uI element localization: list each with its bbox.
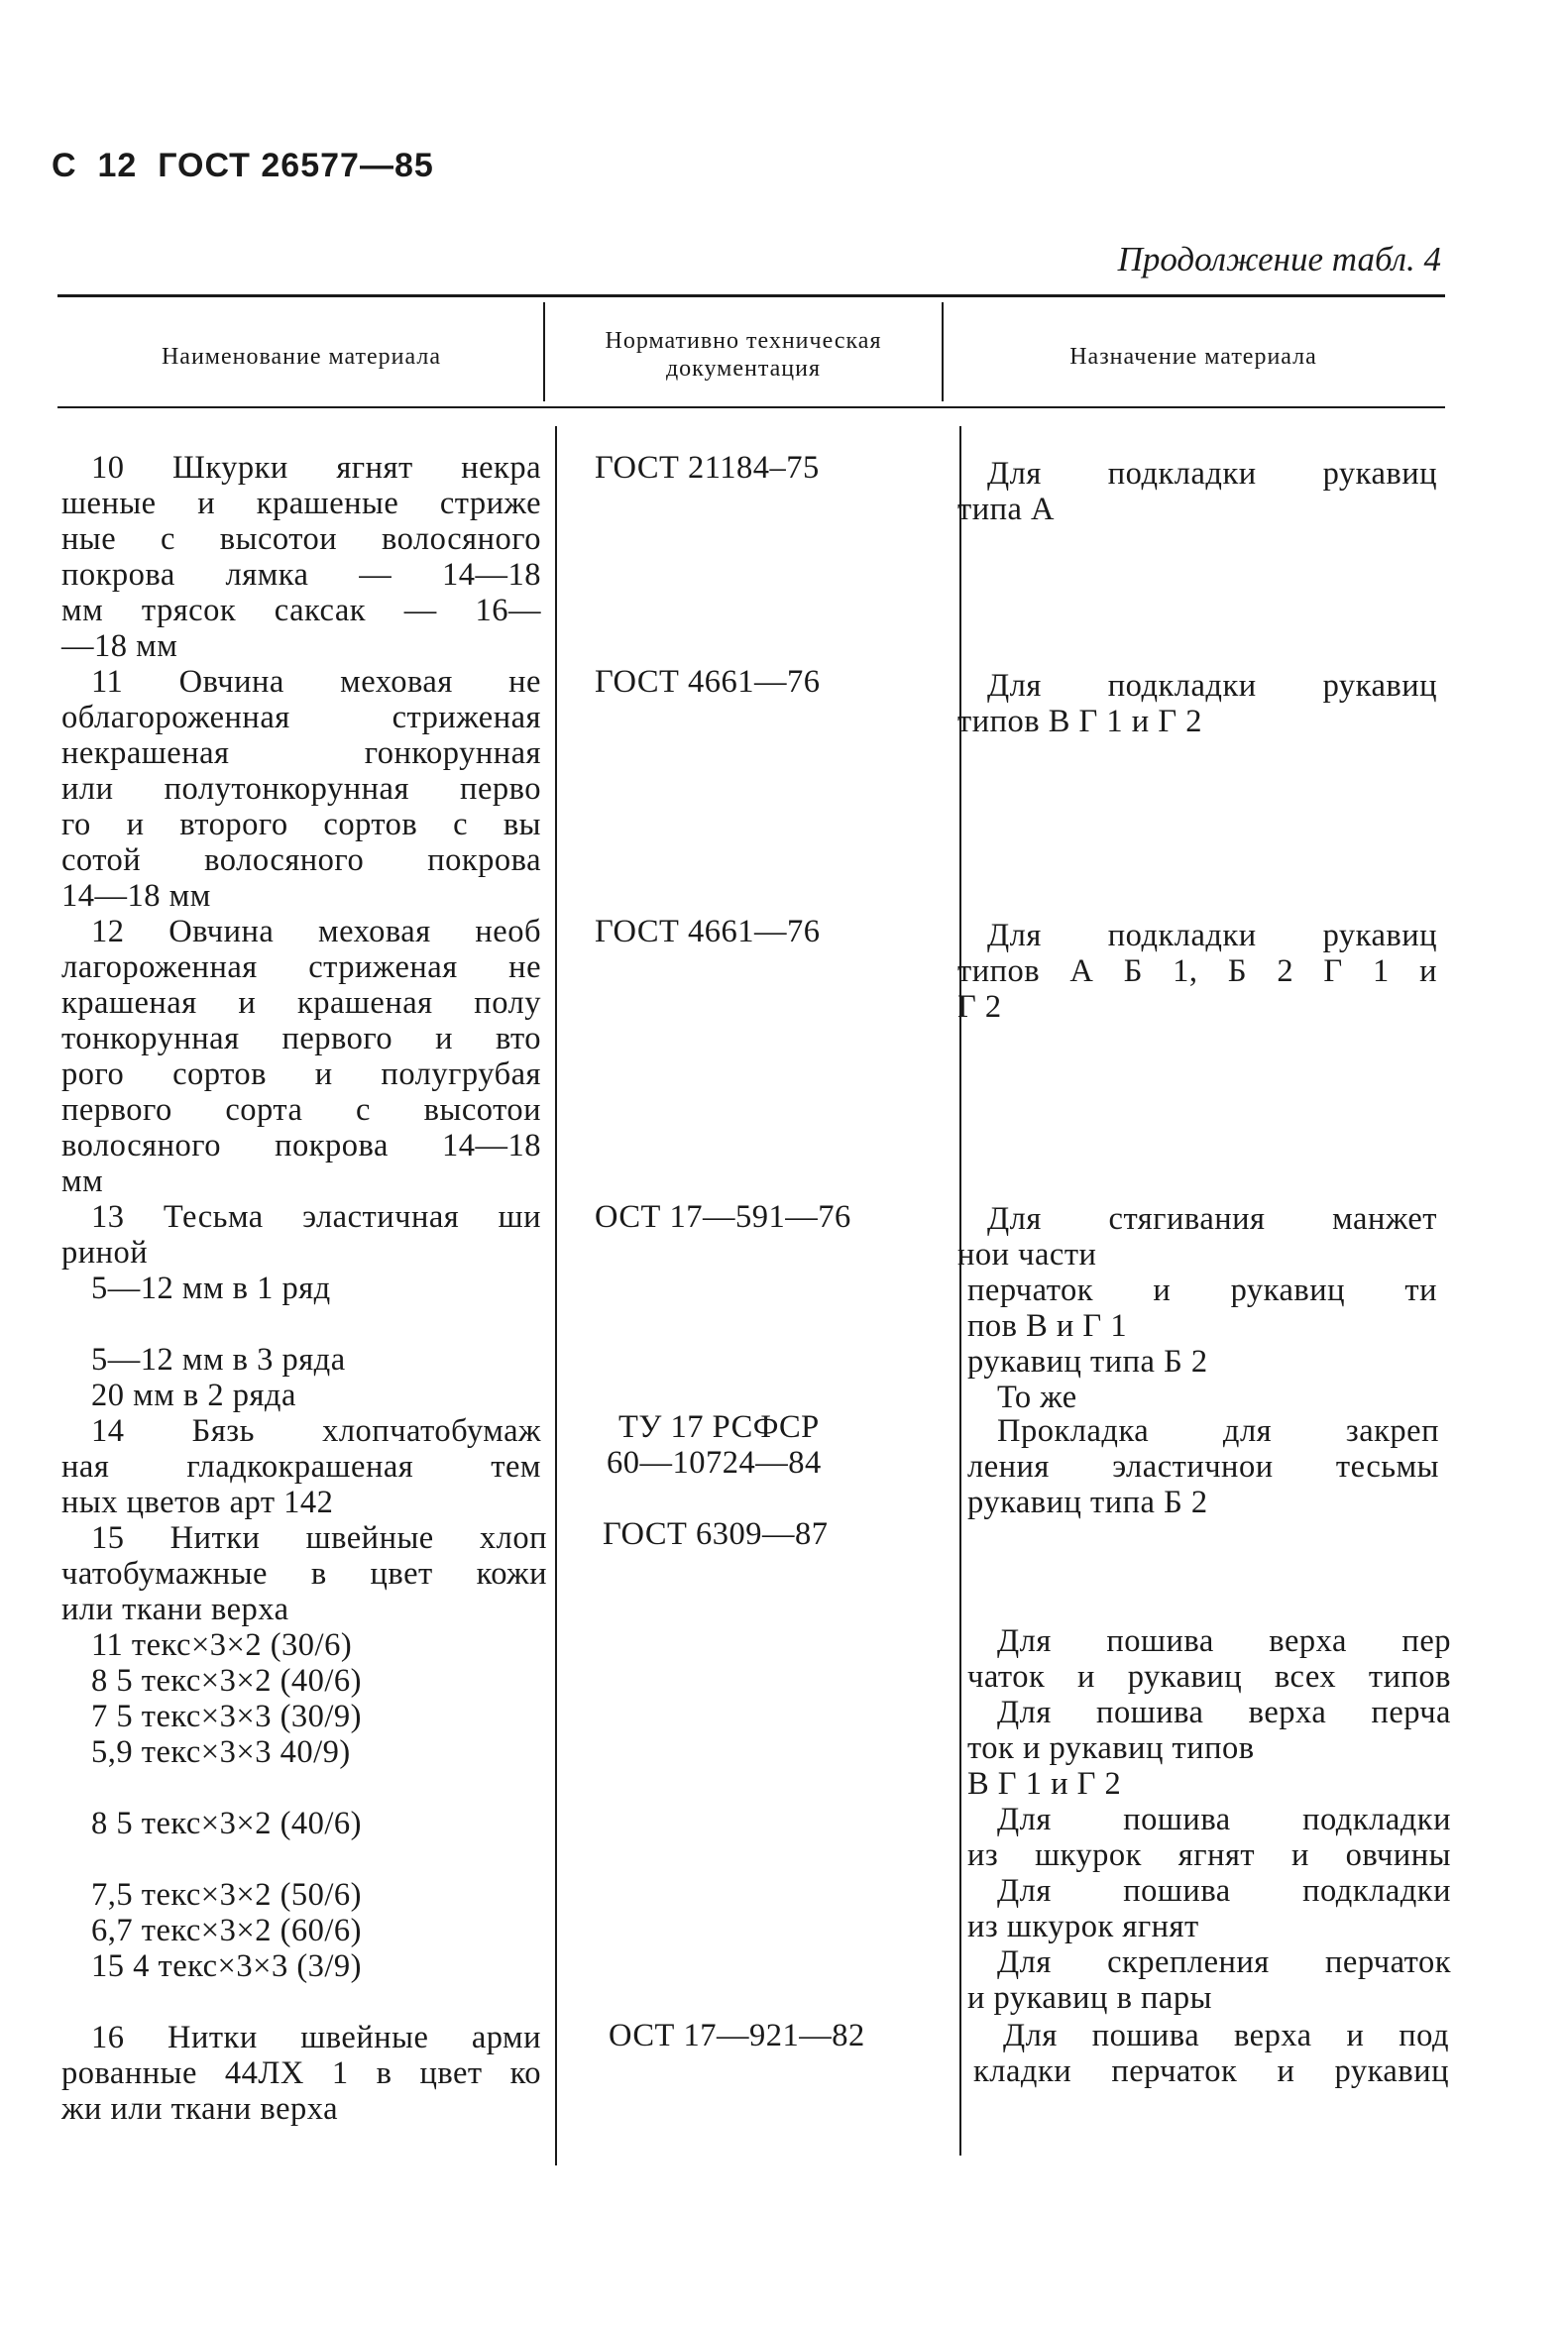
- row-15-material: 15 Нитки швейные хлоп чатобумажные в цвет кожи или ткани верха 11 текс×3×2 (30/6) 8 5 текс×3×2 (40/6) 7 5 текс×3×3 (30/9) 5,9 текс×3×3 40/9) 8 5 текс×3×2 (40/6) 7,5 текс×3×2 (50/6) 6,7 текс×3×2 (60/6) 15 4 текс×3×3 (3/9): [61, 1520, 547, 1984]
- row-16-normative: ОСТ 17—921—82: [609, 2018, 865, 2053]
- header-divider-1: [543, 302, 545, 401]
- table-header-rule: [57, 406, 1445, 408]
- table-continuation-caption: Продолжение табл. 4: [1117, 240, 1441, 278]
- row-16-material: 16 Нитки швейные арми рованные 44ЛХ 1 в цвет ко жи или ткани верха: [61, 2020, 541, 2127]
- table-top-rule: [57, 294, 1445, 297]
- row-15-normative: ГОСТ 6309—87: [603, 1516, 829, 1552]
- row-12-material: 12 Овчина меховая необ лагороженная стриженая не крашеная и крашеная полу тонкорунная первого и вто рого сортов и полугрубая первого сорта с высотои волосяного покрова 14—18 мм: [61, 914, 541, 1199]
- body-divider-1: [555, 426, 557, 2165]
- header-divider-2: [942, 302, 944, 401]
- page-header: [52, 147, 434, 185]
- row-10-purpose: Для подкладки рукавиц типа А: [957, 456, 1437, 527]
- row-13-purpose: Для стягивания манжет нои части перчаток и рукавиц ти пов В и Г 1 рукавиц типа Б 2 То же: [957, 1201, 1437, 1415]
- row-11-normative: ГОСТ 4661—76: [595, 664, 821, 700]
- standard-number: ГОСТ 26577—85: [158, 147, 434, 184]
- row-11-purpose: Для подкладки рукавиц типов В Г 1 и Г 2: [957, 668, 1437, 739]
- row-14-purpose: Прокладка для закреп ления эластичнои тесьмы рукавиц типа Б 2: [967, 1413, 1439, 1520]
- row-10-normative: ГОСТ 21184–75: [595, 450, 820, 486]
- column-header-material: Наименование материала: [161, 344, 442, 370]
- section-letter: С: [52, 147, 77, 184]
- column-header-purpose: Назначение материала: [1069, 344, 1317, 370]
- page-number: 12: [97, 147, 138, 184]
- row-12-normative: ГОСТ 4661—76: [595, 914, 821, 949]
- row-13-material: 13 Тесьма эластичная ши риной 5—12 мм в 1 ряд 5—12 мм в 3 ряда 20 мм в 2 ряда: [61, 1199, 541, 1413]
- row-15-purpose: Для пошива верха пер чаток и рукавиц всех типов Для пошива верха перча ток и рукавиц типов В Г 1 и Г 2 Для пошива подкладки из шкурок ягнят и овчины Для пошива подкладки из шкурок ягнят Для скрепления перчаток и рукавиц в пары: [967, 1623, 1451, 2016]
- row-11-material: 11 Овчина меховая не облагороженная стриженая некрашеная гонкорунная или полутонкорунная перво го и второго сортов с вы сотой волосяного покрова 14—18 мм: [61, 664, 541, 914]
- row-12-purpose: Для подкладки рукавиц типов А Б 1, Б 2 Г 1 и Г 2: [957, 918, 1437, 1025]
- row-10-material: 10 Шкурки ягнят некра шеные и крашеные стриже ные с высотои волосяного покрова лямка — 14—18 мм трясок саксак — 16— —18 мм: [61, 450, 541, 664]
- row-16-purpose: Для пошива верха и под кладки перчаток и рукавиц: [973, 2018, 1449, 2089]
- row-13-normative: ОСТ 17—591—76: [595, 1199, 851, 1235]
- column-header-normative: Нормативно техническая документация: [605, 328, 882, 382]
- row-14-normative: ТУ 17 РСФСР 60—10724—84: [607, 1409, 822, 1481]
- row-14-material: 14 Бязь хлопчатобумаж ная гладкокрашеная тем ных цветов арт 142: [61, 1413, 541, 1520]
